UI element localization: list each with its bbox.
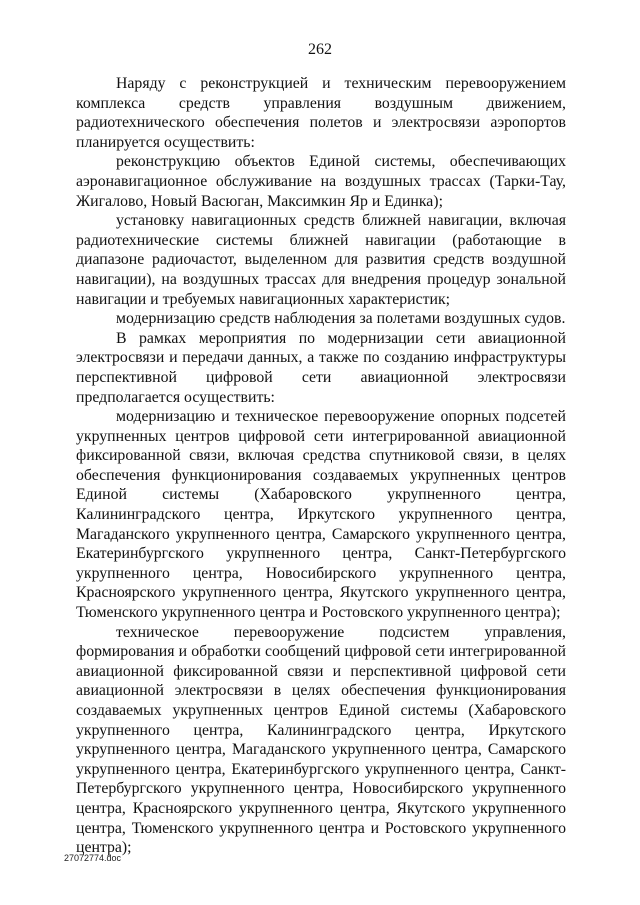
paragraph-reconstruction: реконструкцию объектов Единой системы, обеспечивающих аэронавигационное обслуживание на воздушных трассах (Тарки-Тау, Жигалово, Новый Васюган, Максимкин Яр и Единка); <box>76 153 566 210</box>
paragraph-surveillance: модернизацию средств наблюдения за полетами воздушных судов. <box>116 310 566 328</box>
paragraph-subnetworks: модернизацию и техническое перевооружение опорных подсетей укрупненных центров цифровой сети интегрированной авиационной фиксированной связи, включая средства спутниковой связи, в целях обеспечения функционирования создаваемых укрупненных центров Единой системы (Хабаровского укрупненного центра, Калининградского центра, Иркутского укрупненного центра, Магаданского укрупненного центра, Самарского укрупненного центра, Екатеринбургского укрупненного центра, Санкт-Петербургского укрупненного центра, Новосибирского укрупненного центра, Красноярского укрупненного центра, Якутского укрупненного центра, Тюменского укрупненного центра и Ростовского укрупненного центра); <box>76 408 566 622</box>
paragraph-intro: Наряду с реконструкцией и техническим перевооружением комплекса средств управления воздушным движением, радиотехнического обеспечения полетов и электросвязи аэропортов планируется осуществить: <box>76 75 566 151</box>
page-number: 262 <box>308 41 332 58</box>
paragraph-message-processing: техническое перевооружение подсистем управления, формирования и обработки сообщений цифровой сети интегрированной авиационной фиксированной связи и перспективной цифровой сети авиационной электросвязи в целях обеспечения функционирования создаваемых укрупненных центров Единой системы (Хабаровского укрупненного центра, Калининградского центра, Иркутского укрупненного центра, Магаданского укрупненного центра, Самарского укрупненного центра, Екатеринбургского укрупненного центра, Санкт-Петербургского укрупненного центра, Новосибирского укрупненного центра, Красноярского укрупненного центра, Якутского укрупненного центра, Тюменского укрупненного центра и Ростовского укрупненного центра); <box>76 623 566 857</box>
footer-document-code: 27072774.doc <box>64 853 122 863</box>
paragraph-navigation-aids: установку навигационных средств ближней навигации, включая радиотехнические системы ближней навигации (работающие в диапазоне радиочастот, выделенном для развития средств воздушной навигации), на воздушных трассах для внедрения процедур зональной навигации и требуемых навигационных характеристик; <box>76 212 566 308</box>
document-body <box>76 74 566 858</box>
paragraph-network-modernization: В рамках мероприятия по модернизации сети авиационной электросвязи и передачи данных, а также по созданию инфраструктуры перспективной цифровой сети авиационной электросвязи предполагается осуществить: <box>76 329 566 406</box>
